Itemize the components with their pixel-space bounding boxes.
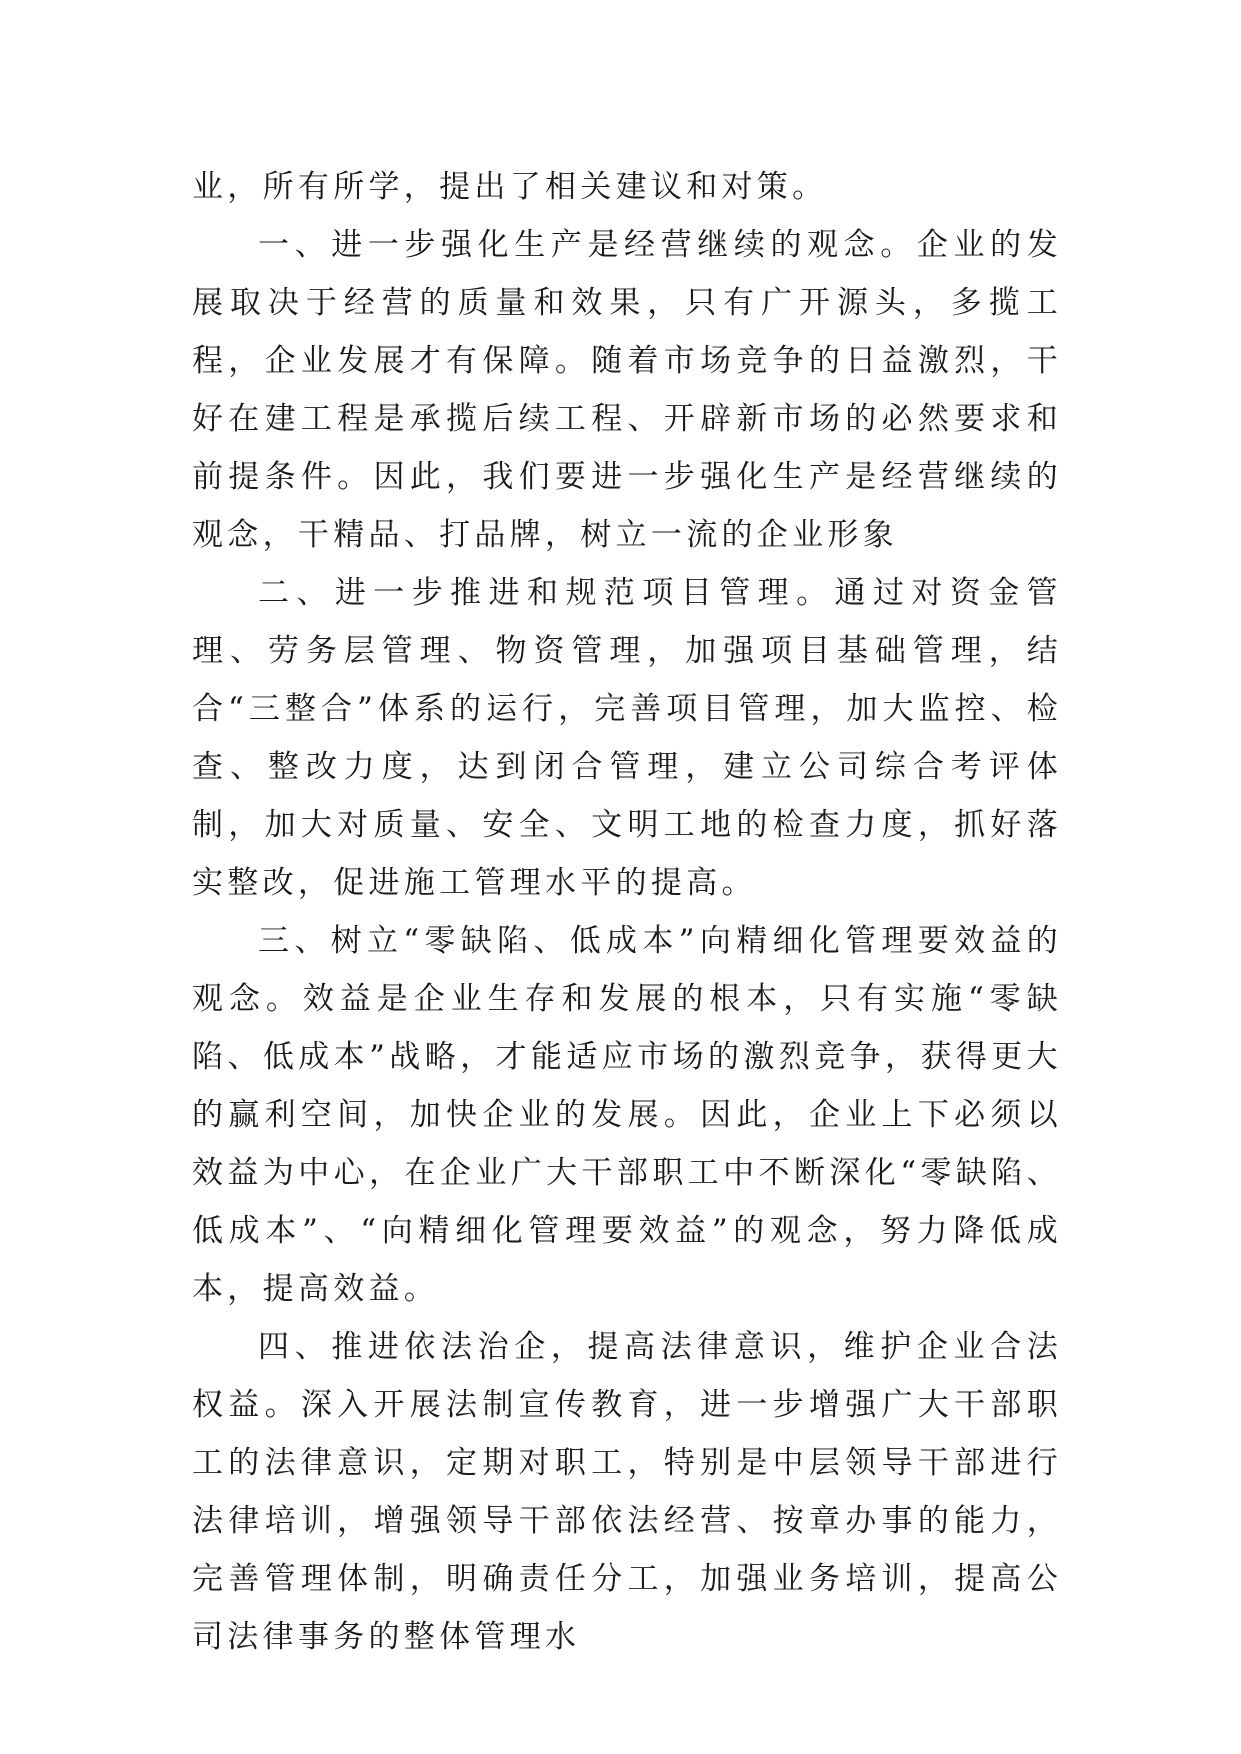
paragraph-point-1: 一、进一步强化生产是经营继续的观念。企业的发展取决于经营的质量和效果，只有广开源头，多揽工程，企业发展才有保障。随着市场竞争的日益激烈，干好在建工程是承揽后续工程、开辟新市场的必然要求和前提条件。因此，我们要进一步强化生产是经营继续的观念，干精品、打品牌，树立一流的企业形象 [192, 227, 1062, 553]
paragraph-point-3: 三、树立“零缺陷、低成本”向精细化管理要效益的观念。效益是企业生存和发展的根本，只有实施“零缺陷、低成本”战略，才能适应市场的激烈竞争，获得更大的赢利空间，加快企业的发展。因此，企业上下必须以效益为中心，在企业广大干部职工中不断深化“零缺陷、低成本”、“向精细化管理要效益”的观念，努力降低成本，提高效益。 [192, 923, 1062, 1307]
paragraph-point-4: 四、推进依法治企，提高法律意识，维护企业合法权益。深入开展法制宣传教育，进一步增强广大干部职工的法律意识，定期对职工，特别是中层领导干部进行法律培训，增强领导干部依法经营、按章办事的能力，完善管理体制，明确责任分工，加强业务培训，提高公司法律事务的整体管理水 [192, 1329, 1062, 1655]
paragraph-continuation: 业，所有所学，提出了相关建议和对策。 [192, 169, 828, 205]
body-text [192, 158, 1062, 1666]
paragraph-point-2: 二、进一步推进和规范项目管理。通过对资金管理、劳务层管理、物资管理，加强项目基础管理，结合“三整合”体系的运行，完善项目管理，加大监控、检查、整改力度，达到闭合管理，建立公司综合考评体制，加大对质量、安全、文明工地的检查力度，抓好落实整改，促进施工管理水平的提高。 [192, 575, 1062, 901]
